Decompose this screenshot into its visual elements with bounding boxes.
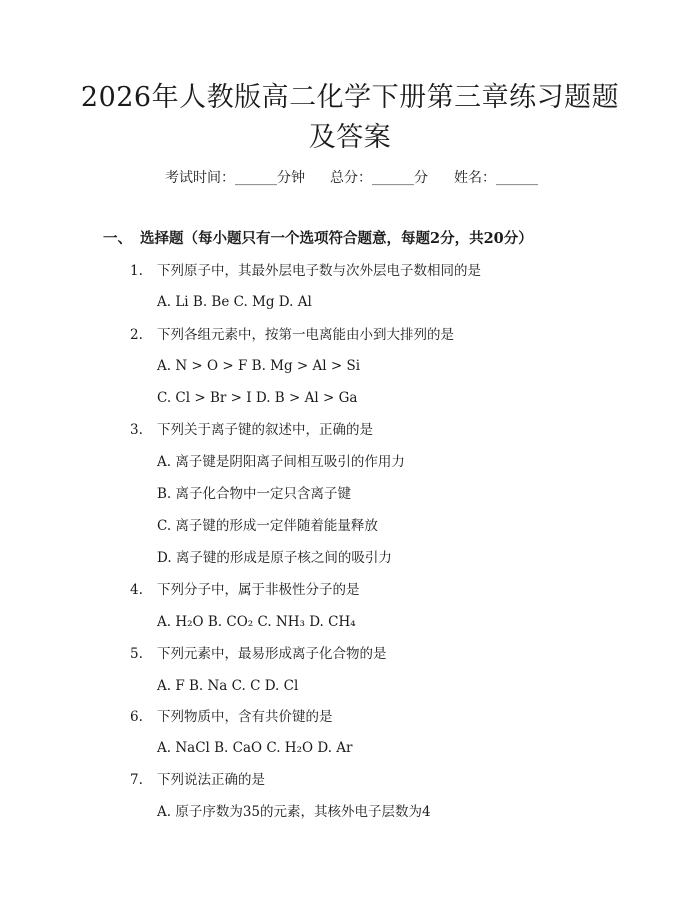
question-text: 下列关于离子键的叙述中，正确的是 (157, 422, 373, 438)
title-line-1: 2026年人教版高二化学下册第三章练习题题 (80, 82, 620, 113)
question-number: 2. (130, 327, 143, 343)
title-line-2: 及答案 (308, 122, 392, 153)
question-text: 下列分子中，属于非极性分子的是 (157, 582, 360, 598)
question-text: 下列原子中，其最外层电子数与次外层电子数相同的是 (157, 263, 481, 279)
question-number: 7. (130, 772, 143, 788)
answer-option: D. 离子键的形成是原子核之间的吸引力 (157, 550, 392, 566)
question-text: 下列元素中，最易形成离子化合物的是 (157, 646, 387, 662)
question-number: 4. (130, 582, 143, 598)
question-number: 6. (130, 709, 143, 725)
question-text: 下列物质中，含有共价键的是 (157, 709, 333, 725)
answer-options: A. F B. Na C. C D. Cl (157, 678, 299, 694)
answer-option: C. 离子键的形成一定伴随着能量释放 (157, 518, 378, 534)
answer-option: A. 离子键是阴阳离子间相互吸引的作用力 (157, 454, 405, 470)
page-title (60, 78, 640, 158)
section-title: 选择题（每小题只有一个选项符合题意，每题2分，共20分） (140, 230, 533, 247)
answer-options: A. Li B. Be C. Mg D. Al (157, 294, 312, 310)
question-number: 3. (130, 422, 143, 438)
answer-options: A. H₂O B. CO₂ C. NH₃ D. CH₄ (157, 614, 356, 630)
answer-options: A. N > O > F B. Mg > Al > Si (157, 358, 361, 374)
student-name: 姓名：______ (454, 170, 538, 186)
total-score: 总分：______分 (330, 170, 428, 186)
answer-options: A. NaCl B. CaO C. H₂O D. Ar (157, 740, 353, 756)
question-number: 1. (130, 263, 143, 279)
question-text: 下列各组元素中，按第一电离能由小到大排列的是 (157, 327, 454, 343)
section-number: 一、 (103, 230, 132, 247)
question-text: 下列说法正确的是 (157, 772, 265, 788)
exam-time: 考试时间：______分钟 (165, 170, 305, 186)
answer-options: C. Cl > Br > I D. B > Al > Ga (157, 390, 358, 406)
answer-option: A. 原子序数为35的元素，其核外电子层数为4 (157, 804, 431, 820)
question-number: 5. (130, 646, 143, 662)
answer-option: B. 离子化合物中一定只含离子键 (157, 486, 352, 502)
